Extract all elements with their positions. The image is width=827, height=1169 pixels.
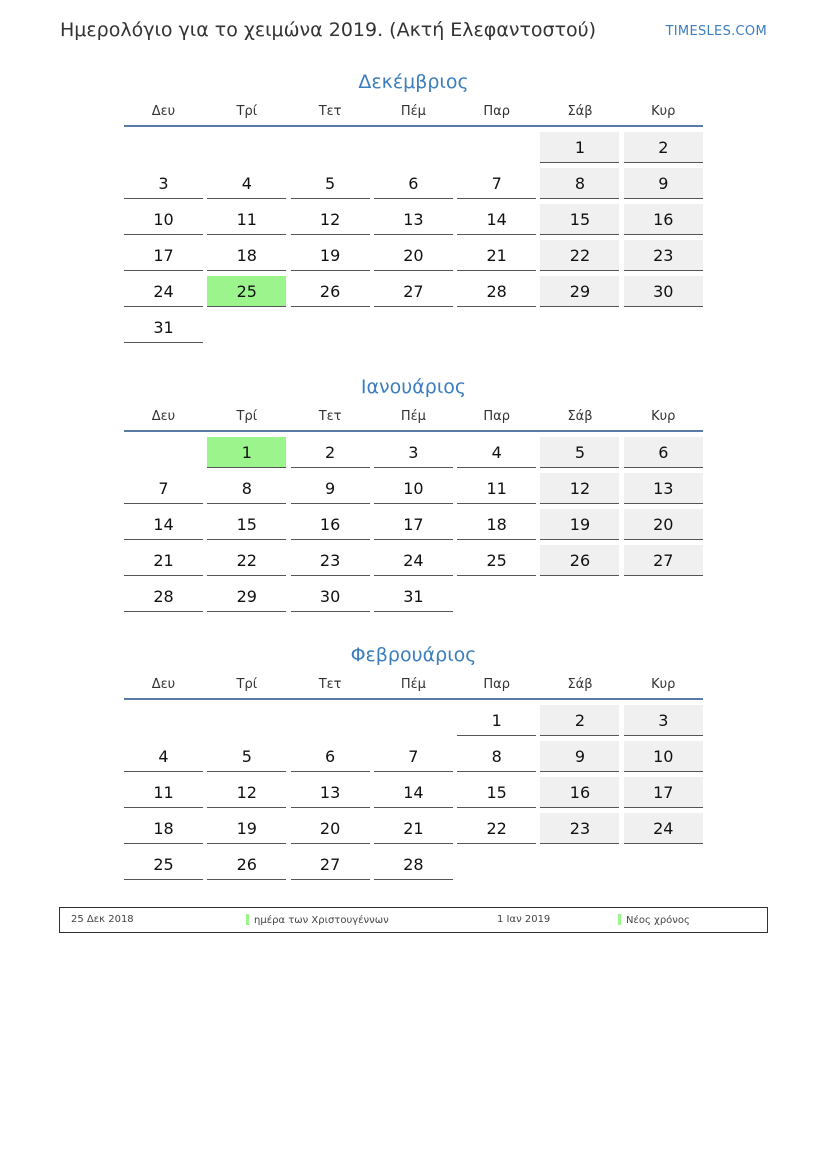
day-cell: 12 bbox=[540, 473, 619, 504]
weekday-label: Κυρ bbox=[651, 409, 676, 424]
weekday-header bbox=[124, 103, 703, 127]
weekday-label: Τρί bbox=[236, 677, 258, 692]
weekday-label: Παρ bbox=[483, 409, 510, 424]
empty-cell bbox=[124, 132, 203, 163]
day-cell: 13 bbox=[374, 204, 453, 235]
day-cell: 11 bbox=[457, 473, 536, 504]
day-cell: 25 bbox=[457, 545, 536, 576]
month-title: Φεβρουάριος bbox=[350, 644, 477, 666]
weekday-label: Δευ bbox=[151, 677, 176, 692]
day-cell: 13 bbox=[291, 777, 370, 808]
empty-cell bbox=[207, 132, 286, 163]
day-cell: 20 bbox=[374, 240, 453, 271]
legend-date: 1 Ιαν 2019 bbox=[497, 914, 551, 925]
weekday-label: Κυρ bbox=[651, 677, 676, 692]
day-cell: 6 bbox=[374, 168, 453, 199]
page-title: Ημερολόγιο για το χειμώνα 2019. (Ακτή Ελεφαντοστού) bbox=[60, 19, 597, 41]
day-cell: 17 bbox=[374, 509, 453, 540]
day-cell: 7 bbox=[457, 168, 536, 199]
day-cell: 31 bbox=[374, 581, 453, 612]
day-cell: 14 bbox=[374, 777, 453, 808]
empty-cell bbox=[124, 437, 203, 468]
weekday-label: Κυρ bbox=[651, 104, 676, 119]
day-cell: 8 bbox=[457, 741, 536, 772]
day-cell: 12 bbox=[291, 204, 370, 235]
day-cell: 22 bbox=[540, 240, 619, 271]
day-cell: 14 bbox=[124, 509, 203, 540]
day-cell: 2 bbox=[540, 705, 619, 736]
weekday-header bbox=[124, 408, 703, 432]
day-cell: 27 bbox=[624, 545, 703, 576]
empty-cell bbox=[291, 705, 370, 736]
day-cell: 27 bbox=[291, 849, 370, 880]
empty-cell bbox=[374, 132, 453, 163]
day-cell: 2 bbox=[624, 132, 703, 163]
day-cell: 3 bbox=[124, 168, 203, 199]
day-cell: 5 bbox=[540, 437, 619, 468]
day-cell: 1 bbox=[457, 705, 536, 736]
day-cell: 18 bbox=[207, 240, 286, 271]
day-cell: 22 bbox=[207, 545, 286, 576]
weekday-label: Τρί bbox=[236, 104, 258, 119]
day-cell: 15 bbox=[457, 777, 536, 808]
day-cell: 23 bbox=[540, 813, 619, 844]
weekday-label: Τετ bbox=[318, 677, 342, 692]
day-cell: 10 bbox=[374, 473, 453, 504]
day-cell: 25 bbox=[124, 849, 203, 880]
empty-cell bbox=[291, 132, 370, 163]
empty-cell bbox=[374, 705, 453, 736]
holiday-color-swatch bbox=[618, 914, 621, 925]
weekday-label: Σάβ bbox=[567, 677, 593, 692]
holiday-color-swatch bbox=[246, 914, 249, 925]
weekday-label: Σάβ bbox=[567, 104, 593, 119]
day-cell: 28 bbox=[374, 849, 453, 880]
day-cell: 15 bbox=[540, 204, 619, 235]
day-cell: 28 bbox=[457, 276, 536, 307]
weekday-label: Δευ bbox=[151, 104, 176, 119]
day-cell: 9 bbox=[624, 168, 703, 199]
day-cell: 31 bbox=[124, 312, 203, 343]
day-cell: 16 bbox=[624, 204, 703, 235]
weekday-label: Πέμ bbox=[400, 409, 426, 424]
day-cell: 21 bbox=[124, 545, 203, 576]
day-cell: 20 bbox=[624, 509, 703, 540]
day-cell: 19 bbox=[540, 509, 619, 540]
day-cell: 9 bbox=[291, 473, 370, 504]
day-cell: 11 bbox=[207, 204, 286, 235]
weekday-label: Πέμ bbox=[400, 677, 426, 692]
month-title: Ιανουάριος bbox=[360, 376, 467, 398]
day-cell: 30 bbox=[624, 276, 703, 307]
day-cell: 4 bbox=[457, 437, 536, 468]
month-february bbox=[124, 642, 703, 880]
day-cell: 4 bbox=[124, 741, 203, 772]
day-grid bbox=[124, 132, 703, 343]
day-cell: 16 bbox=[540, 777, 619, 808]
day-cell: 17 bbox=[124, 240, 203, 271]
weekday-label: Σάβ bbox=[567, 409, 593, 424]
day-cell: 4 bbox=[207, 168, 286, 199]
weekday-label: Δευ bbox=[151, 409, 176, 424]
day-cell: 1 bbox=[540, 132, 619, 163]
day-grid bbox=[124, 437, 703, 612]
empty-cell bbox=[207, 705, 286, 736]
day-cell: 30 bbox=[291, 581, 370, 612]
month-title: Δεκέμβριος bbox=[358, 71, 469, 93]
legend-holiday bbox=[246, 914, 389, 926]
day-grid bbox=[124, 705, 703, 880]
day-cell: 9 bbox=[540, 741, 619, 772]
day-cell: 20 bbox=[291, 813, 370, 844]
weekday-label: Τετ bbox=[318, 104, 342, 119]
day-cell: 14 bbox=[457, 204, 536, 235]
day-cell: 21 bbox=[457, 240, 536, 271]
month-december bbox=[124, 69, 703, 343]
legend-name: ημέρα των Χριστουγέννων bbox=[254, 915, 389, 926]
day-cell: 11 bbox=[124, 777, 203, 808]
day-cell: 2 bbox=[291, 437, 370, 468]
day-cell: 19 bbox=[291, 240, 370, 271]
weekday-label: Τετ bbox=[318, 409, 342, 424]
day-cell: 18 bbox=[457, 509, 536, 540]
day-cell: 6 bbox=[291, 741, 370, 772]
day-cell: 23 bbox=[291, 545, 370, 576]
weekday-label: Πέμ bbox=[400, 104, 426, 119]
day-cell: 5 bbox=[207, 741, 286, 772]
day-cell: 19 bbox=[207, 813, 286, 844]
legend-date: 25 Δεκ 2018 bbox=[71, 914, 134, 925]
holiday-legend bbox=[59, 907, 768, 933]
day-cell: 7 bbox=[124, 473, 203, 504]
day-cell: 8 bbox=[207, 473, 286, 504]
day-cell: 29 bbox=[207, 581, 286, 612]
day-cell: 8 bbox=[540, 168, 619, 199]
empty-cell bbox=[457, 132, 536, 163]
day-cell: 26 bbox=[207, 849, 286, 880]
day-cell: 12 bbox=[207, 777, 286, 808]
day-cell: 6 bbox=[624, 437, 703, 468]
day-cell: 13 bbox=[624, 473, 703, 504]
day-cell: 15 bbox=[207, 509, 286, 540]
day-cell: 26 bbox=[291, 276, 370, 307]
day-cell: 24 bbox=[374, 545, 453, 576]
weekday-label: Παρ bbox=[483, 677, 510, 692]
weekday-header bbox=[124, 676, 703, 700]
weekday-label: Παρ bbox=[483, 104, 510, 119]
day-cell: 28 bbox=[124, 581, 203, 612]
holiday-day-cell: 25 bbox=[207, 276, 286, 307]
empty-cell bbox=[124, 705, 203, 736]
day-cell: 23 bbox=[624, 240, 703, 271]
site-link[interactable]: TIMESLES.COM bbox=[665, 24, 767, 39]
day-cell: 17 bbox=[624, 777, 703, 808]
day-cell: 10 bbox=[624, 741, 703, 772]
holiday-day-cell: 1 bbox=[207, 437, 286, 468]
day-cell: 29 bbox=[540, 276, 619, 307]
legend-holiday bbox=[618, 914, 690, 926]
day-cell: 22 bbox=[457, 813, 536, 844]
day-cell: 24 bbox=[624, 813, 703, 844]
day-cell: 27 bbox=[374, 276, 453, 307]
day-cell: 3 bbox=[374, 437, 453, 468]
day-cell: 26 bbox=[540, 545, 619, 576]
day-cell: 10 bbox=[124, 204, 203, 235]
legend-name: Νέος χρόνος bbox=[626, 915, 690, 926]
day-cell: 18 bbox=[124, 813, 203, 844]
month-january bbox=[124, 374, 703, 612]
day-cell: 24 bbox=[124, 276, 203, 307]
day-cell: 3 bbox=[624, 705, 703, 736]
day-cell: 7 bbox=[374, 741, 453, 772]
weekday-label: Τρί bbox=[236, 409, 258, 424]
day-cell: 5 bbox=[291, 168, 370, 199]
day-cell: 16 bbox=[291, 509, 370, 540]
day-cell: 21 bbox=[374, 813, 453, 844]
